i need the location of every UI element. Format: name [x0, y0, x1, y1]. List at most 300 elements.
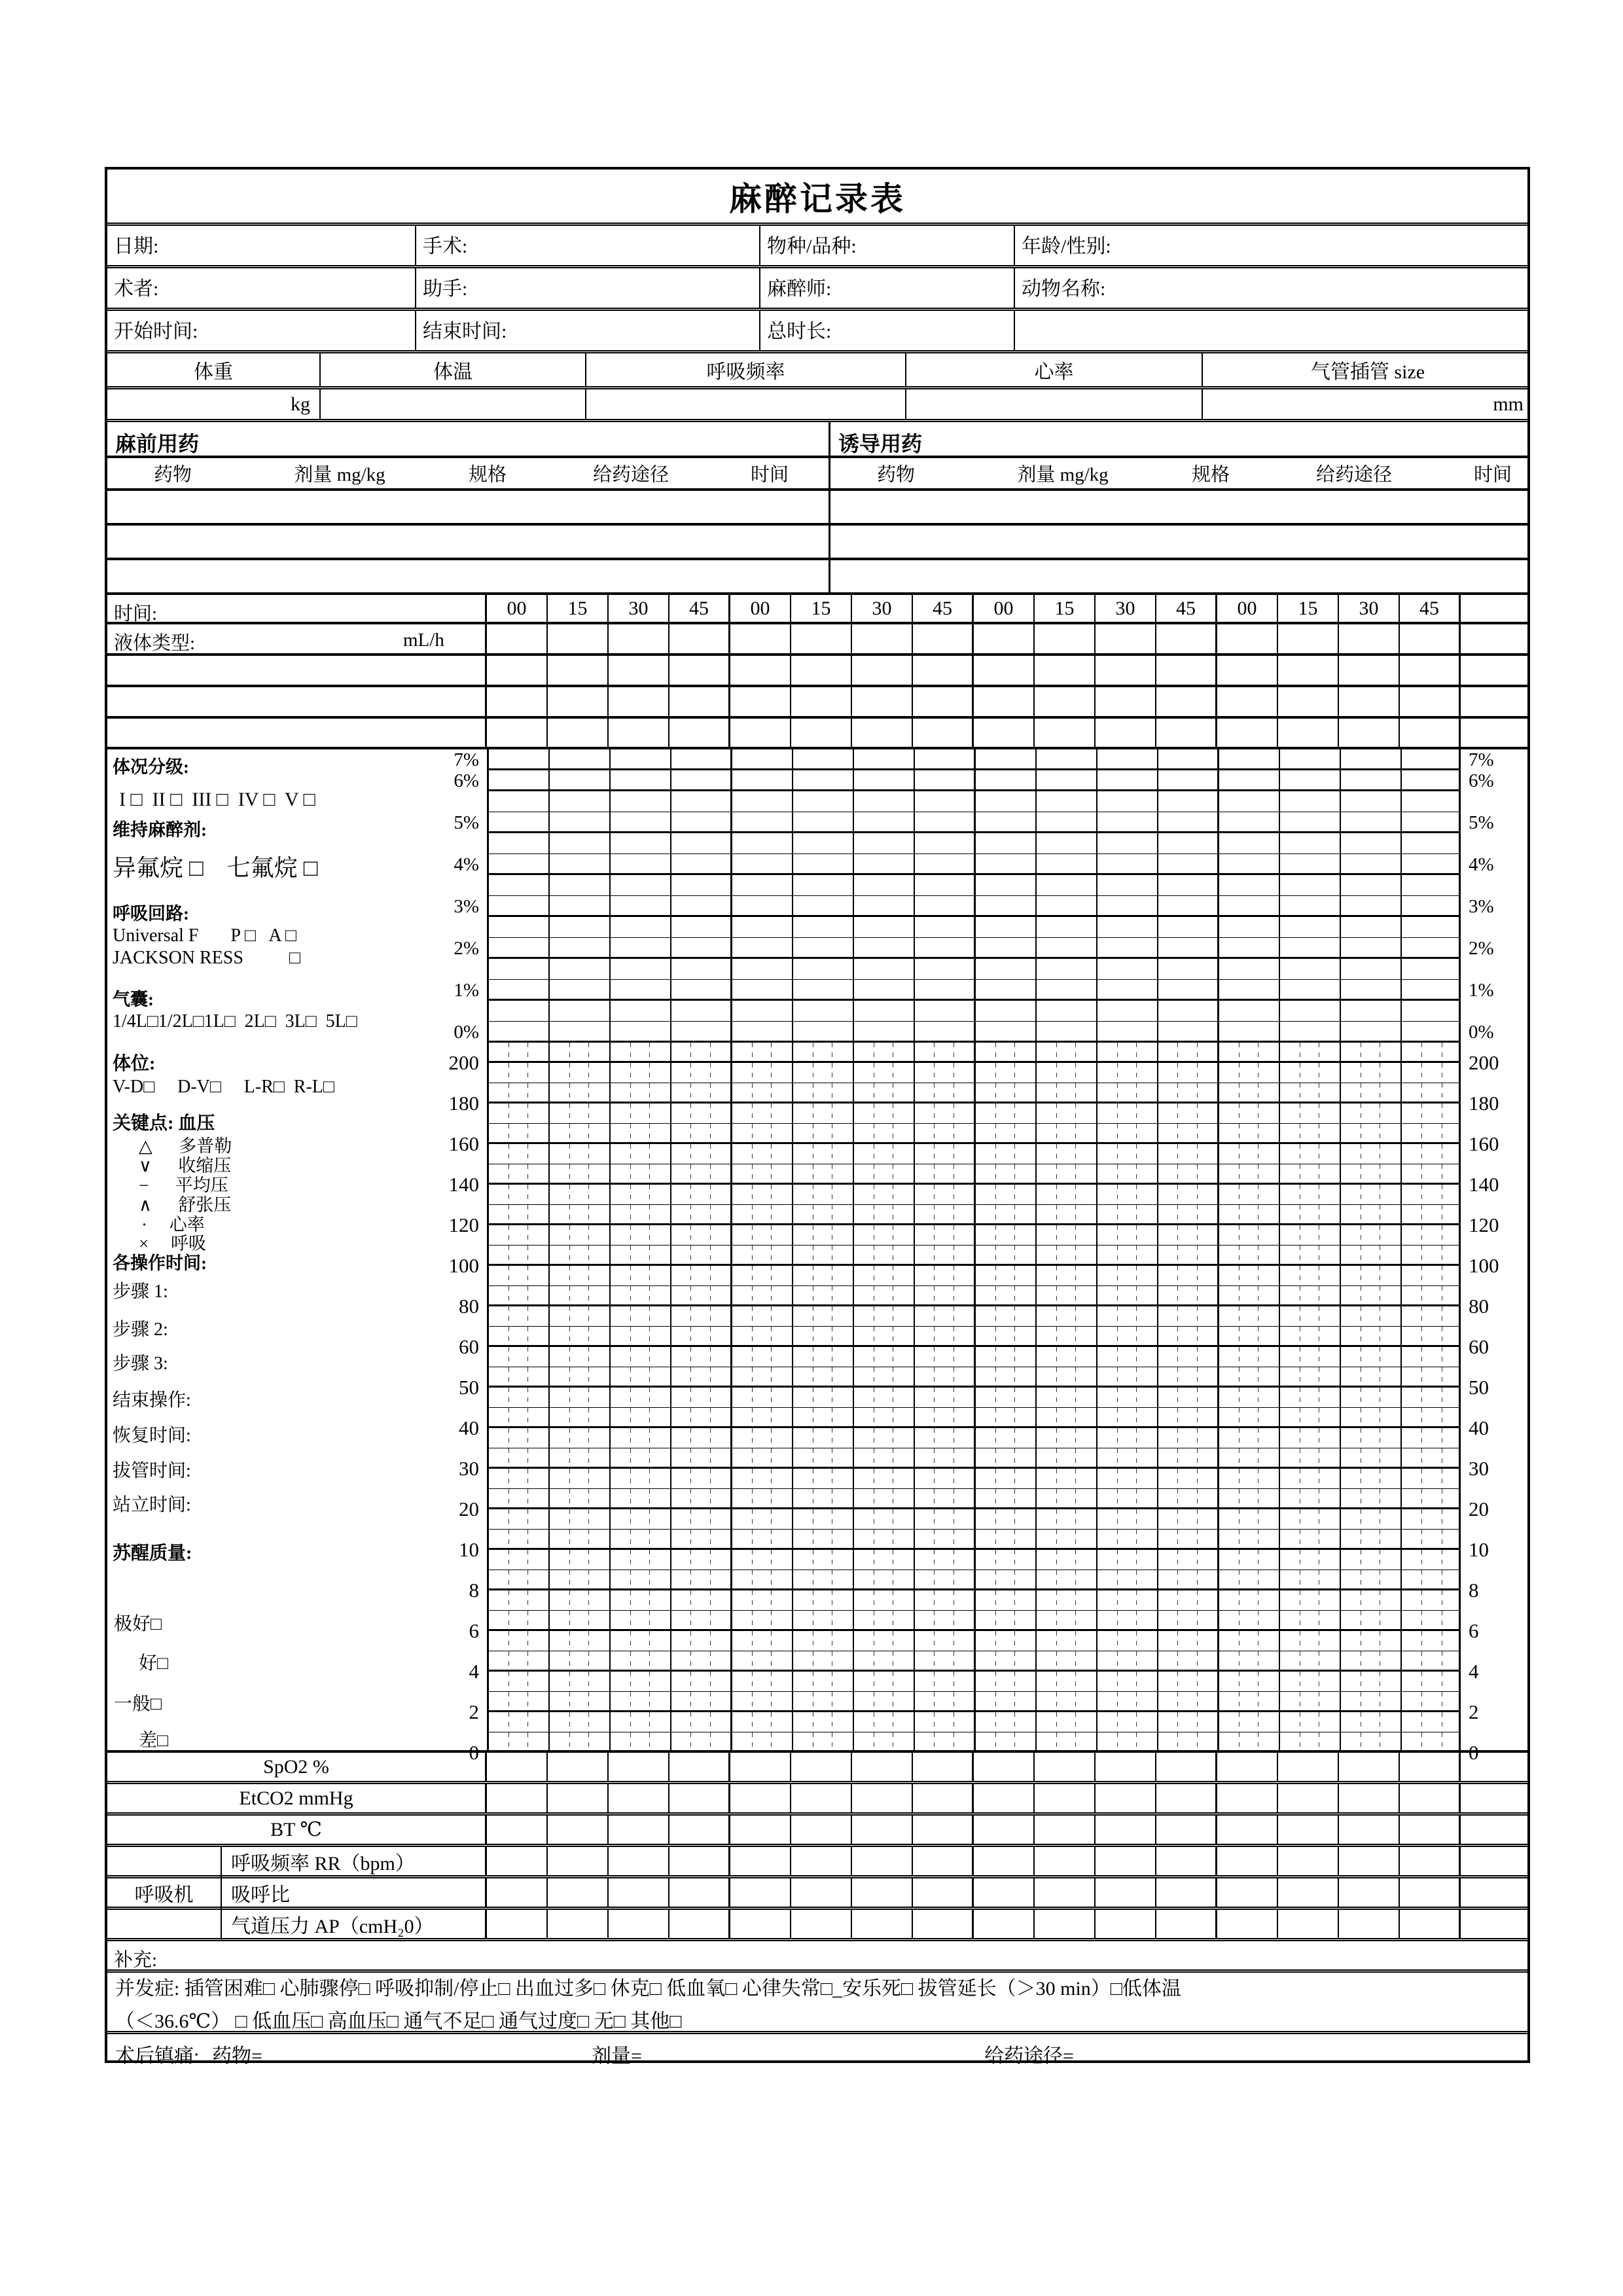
vitals-grid-cell[interactable] [1402, 1246, 1463, 1264]
vitals-grid-cell[interactable] [1097, 1124, 1158, 1142]
infusion-cell[interactable] [548, 656, 609, 685]
vitals-grid-cell[interactable] [915, 1388, 976, 1407]
vitals-grid-cell[interactable] [732, 1388, 793, 1407]
spo2-cell[interactable] [1217, 1753, 1278, 1781]
vitals-grid-cell[interactable] [1280, 1590, 1341, 1610]
percent-grid-cell[interactable] [976, 959, 1037, 979]
percent-grid-cell[interactable] [793, 791, 854, 812]
vitals-grid-cell[interactable] [854, 1306, 915, 1326]
field-surgery[interactable]: 手术: [423, 236, 468, 257]
percent-grid-cell[interactable] [1402, 938, 1463, 957]
vitals-grid-cell[interactable] [550, 1367, 611, 1386]
vitals-grid-cell[interactable] [1219, 1469, 1280, 1488]
vitals-grid-cell[interactable] [793, 1266, 854, 1285]
vitals-grid-cell[interactable] [1219, 1590, 1280, 1610]
percent-grid-cell[interactable] [1219, 854, 1280, 873]
percent-grid-cell[interactable] [1158, 854, 1219, 873]
vitals-grid-cell[interactable] [1402, 1347, 1463, 1367]
percent-grid-cell[interactable] [611, 896, 671, 915]
etco2-cell[interactable] [1096, 1784, 1156, 1812]
vitals-grid-cell[interactable] [1280, 1185, 1341, 1204]
vitals-grid-cell[interactable] [1341, 1367, 1402, 1386]
sidebar-item[interactable]: Universal F P □ A □ [113, 925, 296, 946]
bt-cell[interactable] [1217, 1816, 1278, 1844]
vitals-grid-cell[interactable] [489, 1083, 550, 1102]
vitals-grid-cell[interactable] [854, 1550, 915, 1570]
analgesia-dose-field[interactable]: 剂量= [592, 2045, 642, 2067]
vitals-grid-cell[interactable] [1219, 1448, 1280, 1467]
vitals-grid-cell[interactable] [854, 1043, 915, 1061]
percent-grid-cell[interactable] [1097, 770, 1158, 789]
vitals-grid-cell[interactable] [793, 1124, 854, 1142]
vitals-grid-cell[interactable] [1280, 1388, 1341, 1407]
vitals-grid-cell[interactable] [915, 1590, 976, 1610]
percent-grid-cell[interactable] [1158, 791, 1219, 812]
vitals-grid-cell[interactable] [732, 1631, 793, 1651]
vitals-grid-cell[interactable] [732, 1144, 793, 1164]
percent-grid-cell[interactable] [793, 1022, 854, 1041]
vitals-grid-cell[interactable] [1037, 1570, 1097, 1588]
vitals-grid-cell[interactable] [976, 1286, 1037, 1304]
vitals-grid-cell[interactable] [1402, 1489, 1463, 1507]
vitals-grid-cell[interactable] [854, 1185, 915, 1204]
percent-grid-cell[interactable] [1037, 896, 1097, 915]
percent-grid-cell[interactable] [1402, 749, 1463, 768]
vitals-grid-cell[interactable] [1158, 1286, 1219, 1304]
infusion-cell[interactable] [1156, 687, 1217, 716]
vitals-grid-cell[interactable] [671, 1672, 732, 1691]
vitals-grid-cell[interactable] [1097, 1631, 1158, 1651]
vitals-grid-cell[interactable] [550, 1550, 611, 1570]
vitals-grid-cell[interactable] [1341, 1185, 1402, 1204]
vitals-grid-cell[interactable] [671, 1509, 732, 1529]
infusion-cell[interactable] [487, 656, 548, 685]
vitals-grid-cell[interactable] [1402, 1408, 1463, 1426]
infusion-cell[interactable] [913, 719, 974, 747]
percent-grid-cell[interactable] [489, 875, 550, 895]
infusion-cell[interactable] [1217, 687, 1278, 716]
vitals-grid-cell[interactable] [1341, 1550, 1402, 1570]
vitals-grid-cell[interactable] [1341, 1712, 1402, 1732]
vitals-grid-cell[interactable] [915, 1164, 976, 1183]
vitals-grid-cell[interactable] [854, 1672, 915, 1691]
percent-grid-cell[interactable] [1341, 833, 1402, 853]
bt-cell[interactable] [791, 1816, 852, 1844]
percent-grid-cell[interactable] [915, 1001, 976, 1021]
etco2-cell[interactable] [669, 1784, 730, 1812]
vitals-grid-cell[interactable] [550, 1408, 611, 1426]
ventilator-cell[interactable] [730, 1878, 791, 1907]
vitals-grid-cell[interactable] [793, 1043, 854, 1061]
vitals-grid-cell[interactable] [915, 1205, 976, 1223]
vitals-grid-cell[interactable] [1280, 1530, 1341, 1548]
vitals-grid-cell[interactable] [1219, 1164, 1280, 1183]
field-species[interactable]: 物种/品种: [767, 236, 857, 257]
vitals-grid-cell[interactable] [1219, 1144, 1280, 1164]
vitals-grid-cell[interactable] [671, 1590, 732, 1610]
percent-grid-cell[interactable] [854, 959, 915, 979]
percent-grid-cell[interactable] [671, 959, 732, 979]
vitals-grid-cell[interactable] [1402, 1712, 1463, 1732]
field-start-time[interactable]: 开始时间: [114, 321, 198, 342]
vitals-grid-cell[interactable] [550, 1043, 611, 1061]
percent-grid-cell[interactable] [1280, 959, 1341, 979]
percent-grid-cell[interactable] [732, 833, 793, 853]
bt-cell[interactable] [1400, 1816, 1461, 1844]
vitals-grid-cell[interactable] [976, 1408, 1037, 1426]
vitals-grid-cell[interactable] [1158, 1124, 1219, 1142]
vitals-grid-cell[interactable] [550, 1388, 611, 1407]
vitals-grid-cell[interactable] [1037, 1408, 1097, 1426]
etco2-cell[interactable] [1400, 1784, 1461, 1812]
vitals-grid-cell[interactable] [1097, 1408, 1158, 1426]
vitals-grid-cell[interactable] [550, 1672, 611, 1691]
bt-cell[interactable] [974, 1816, 1035, 1844]
vitals-grid-cell[interactable] [854, 1164, 915, 1183]
vitals-grid-cell[interactable] [611, 1448, 671, 1467]
vitals-grid-cell[interactable] [1280, 1205, 1341, 1223]
percent-grid-cell[interactable] [671, 1001, 732, 1021]
percent-grid-cell[interactable] [976, 833, 1037, 853]
vitals-grid-cell[interactable] [611, 1367, 671, 1386]
vitals-grid-cell[interactable] [611, 1164, 671, 1183]
vitals-grid-cell[interactable] [1158, 1225, 1219, 1245]
vitals-grid-cell[interactable] [611, 1611, 671, 1629]
vitals-grid-cell[interactable] [915, 1530, 976, 1548]
vitals-grid-cell[interactable] [854, 1692, 915, 1710]
infusion-cell[interactable] [487, 719, 548, 747]
vitals-grid-cell[interactable] [671, 1692, 732, 1710]
vitals-grid-cell[interactable] [732, 1672, 793, 1691]
time-cell[interactable]: 30 [609, 595, 669, 622]
vitals-grid-cell[interactable] [732, 1530, 793, 1548]
field-age-sex[interactable]: 年龄/性别: [1022, 236, 1111, 257]
vitals-grid-cell[interactable] [1280, 1469, 1341, 1488]
vitals-grid-cell[interactable] [1037, 1246, 1097, 1264]
vitals-grid-cell[interactable] [611, 1063, 671, 1083]
vitals-grid-cell[interactable] [1037, 1185, 1097, 1204]
percent-grid-cell[interactable] [1037, 875, 1097, 895]
percent-grid-cell[interactable] [732, 980, 793, 999]
fluid-cell[interactable] [487, 624, 548, 653]
infusion-cell[interactable] [730, 656, 791, 685]
vitals-grid-cell[interactable] [550, 1347, 611, 1367]
vitals-grid-cell[interactable] [550, 1631, 611, 1651]
percent-grid-cell[interactable] [1158, 1001, 1219, 1021]
vitals-grid-cell[interactable] [671, 1083, 732, 1102]
percent-grid-cell[interactable] [550, 896, 611, 915]
analgesia-route-field[interactable]: 给药途径= [984, 2045, 1074, 2067]
vitals-grid-cell[interactable] [976, 1651, 1037, 1670]
vitals-grid-cell[interactable] [732, 1063, 793, 1083]
vitals-grid-cell[interactable] [1158, 1205, 1219, 1223]
ventilator-cell[interactable] [852, 1847, 913, 1875]
vitals-grid-cell[interactable] [854, 1732, 915, 1753]
percent-grid-cell[interactable] [671, 875, 732, 895]
vitals-grid-cell[interactable] [793, 1489, 854, 1507]
vitals-grid-cell[interactable] [1037, 1327, 1097, 1345]
percent-grid-cell[interactable] [1402, 770, 1463, 789]
vitals-grid-cell[interactable] [489, 1692, 550, 1710]
ventilator-cell[interactable] [913, 1847, 974, 1875]
vitals-grid-cell[interactable] [976, 1367, 1037, 1386]
infusion-cell[interactable] [974, 719, 1035, 747]
vitals-grid-cell[interactable] [611, 1205, 671, 1223]
vitals-grid-cell[interactable] [1037, 1469, 1097, 1488]
percent-grid-cell[interactable] [1402, 791, 1463, 812]
vitals-grid-cell[interactable] [611, 1692, 671, 1710]
vitals-grid-cell[interactable] [1341, 1347, 1402, 1367]
percent-grid-cell[interactable] [1402, 917, 1463, 937]
vitals-grid-cell[interactable] [1341, 1083, 1402, 1102]
vitals-grid-cell[interactable] [1280, 1144, 1341, 1164]
vitals-grid-cell[interactable] [1280, 1063, 1341, 1083]
vitals-grid-cell[interactable] [1219, 1712, 1280, 1732]
ventilator-cell[interactable] [609, 1910, 669, 1938]
vitals-grid-cell[interactable] [489, 1103, 550, 1123]
vitals-grid-cell[interactable] [1280, 1408, 1341, 1426]
percent-grid-cell[interactable] [732, 770, 793, 789]
vitals-grid-cell[interactable] [854, 1651, 915, 1670]
infusion-cell[interactable] [1278, 687, 1339, 716]
vitals-grid-cell[interactable] [1097, 1225, 1158, 1245]
vitals-grid-cell[interactable] [611, 1286, 671, 1304]
bt-cell[interactable] [1278, 1816, 1339, 1844]
percent-grid-cell[interactable] [976, 812, 1037, 831]
vitals-grid-cell[interactable] [1341, 1570, 1402, 1588]
percent-grid-cell[interactable] [489, 812, 550, 831]
vitals-grid-cell[interactable] [732, 1448, 793, 1467]
spo2-cell[interactable] [852, 1753, 913, 1781]
vitals-grid-cell[interactable] [611, 1550, 671, 1570]
vitals-grid-cell[interactable] [976, 1611, 1037, 1629]
vitals-grid-cell[interactable] [1341, 1144, 1402, 1164]
fluid-cell[interactable] [1278, 624, 1339, 653]
vitals-grid-cell[interactable] [1158, 1590, 1219, 1610]
vitals-grid-cell[interactable] [1097, 1672, 1158, 1691]
ventilator-cell[interactable] [1217, 1910, 1278, 1938]
vitals-grid-cell[interactable] [976, 1185, 1037, 1204]
vitals-grid-cell[interactable] [1280, 1611, 1341, 1629]
vitals-grid-cell[interactable] [732, 1043, 793, 1061]
percent-grid-cell[interactable] [1037, 770, 1097, 789]
vitals-grid-cell[interactable] [1219, 1286, 1280, 1304]
vitals-grid-cell[interactable] [1402, 1550, 1463, 1570]
vitals-grid-cell[interactable] [489, 1388, 550, 1407]
percent-grid-cell[interactable] [1219, 749, 1280, 768]
vitals-grid-cell[interactable] [1402, 1063, 1463, 1083]
vitals-grid-cell[interactable] [1219, 1651, 1280, 1670]
vitals-grid-cell[interactable] [976, 1225, 1037, 1245]
percent-grid-cell[interactable] [732, 875, 793, 895]
vitals-grid-cell[interactable] [915, 1692, 976, 1710]
percent-grid-cell[interactable] [1219, 938, 1280, 957]
sidebar-item[interactable]: 1/4L□1/2L□1L□ 2L□ 3L□ 5L□ [113, 1011, 357, 1031]
ventilator-cell[interactable] [1217, 1847, 1278, 1875]
percent-grid-cell[interactable] [915, 917, 976, 937]
vitals-grid-cell[interactable] [1219, 1408, 1280, 1426]
vitals-grid-cell[interactable] [671, 1570, 732, 1588]
vitals-grid-cell[interactable] [550, 1590, 611, 1610]
percent-grid-cell[interactable] [1402, 1022, 1463, 1041]
vitals-grid-cell[interactable] [1341, 1489, 1402, 1507]
percent-grid-cell[interactable] [1037, 854, 1097, 873]
ventilator-cell[interactable] [1339, 1910, 1400, 1938]
percent-grid-cell[interactable] [854, 854, 915, 873]
vitals-grid-cell[interactable] [550, 1692, 611, 1710]
vitals-grid-cell[interactable] [611, 1530, 671, 1548]
vitals-grid-cell[interactable] [1219, 1347, 1280, 1367]
vitals-grid-cell[interactable] [915, 1043, 976, 1061]
time-cell[interactable]: 45 [669, 595, 730, 622]
time-cell[interactable]: 30 [1339, 595, 1400, 622]
vitals-grid-cell[interactable] [1158, 1266, 1219, 1285]
vitals-grid-cell[interactable] [1158, 1570, 1219, 1588]
ventilator-cell[interactable] [1035, 1847, 1096, 1875]
percent-grid-cell[interactable] [1280, 917, 1341, 937]
vitals-grid-cell[interactable] [793, 1327, 854, 1345]
percent-grid-cell[interactable] [1158, 749, 1219, 768]
vitals-grid-cell[interactable] [793, 1347, 854, 1367]
vitals-grid-cell[interactable] [1219, 1550, 1280, 1570]
vitals-grid-cell[interactable] [854, 1489, 915, 1507]
percent-grid-cell[interactable] [1341, 1001, 1402, 1021]
spo2-cell[interactable] [913, 1753, 974, 1781]
vitals-grid-cell[interactable] [915, 1246, 976, 1264]
percent-grid-cell[interactable] [1037, 749, 1097, 768]
vitals-grid-cell[interactable] [489, 1448, 550, 1467]
vitals-grid-cell[interactable] [550, 1306, 611, 1326]
percent-grid-cell[interactable] [1219, 896, 1280, 915]
vitals-grid-cell[interactable] [793, 1651, 854, 1670]
vitals-grid-cell[interactable] [1402, 1205, 1463, 1223]
percent-grid-cell[interactable] [611, 938, 671, 957]
ventilator-cell[interactable] [548, 1878, 609, 1907]
ventilator-cell[interactable] [487, 1910, 548, 1938]
vitals-grid-cell[interactable] [854, 1124, 915, 1142]
sidebar-item[interactable]: 一般□ [114, 1694, 162, 1714]
vitals-grid-cell[interactable] [732, 1428, 793, 1448]
vitals-grid-cell[interactable] [915, 1408, 976, 1426]
percent-grid-cell[interactable] [489, 896, 550, 915]
field-assistant[interactable]: 助手: [423, 278, 468, 300]
vitals-grid-cell[interactable] [793, 1631, 854, 1651]
vitals-grid-cell[interactable] [1037, 1225, 1097, 1245]
infusion-cell[interactable] [852, 656, 913, 685]
vitals-grid-cell[interactable] [1280, 1266, 1341, 1285]
percent-grid-cell[interactable] [915, 1022, 976, 1041]
infusion-cell[interactable] [1461, 719, 1533, 747]
vitals-grid-cell[interactable] [1341, 1631, 1402, 1651]
vitals-grid-cell[interactable] [1402, 1651, 1463, 1670]
percent-grid-cell[interactable] [1219, 812, 1280, 831]
etco2-cell[interactable] [487, 1784, 548, 1812]
vitals-grid-cell[interactable] [489, 1712, 550, 1732]
vitals-grid-cell[interactable] [976, 1246, 1037, 1264]
vitals-grid-cell[interactable] [793, 1083, 854, 1102]
percent-grid-cell[interactable] [915, 854, 976, 873]
vitals-grid-cell[interactable] [1158, 1712, 1219, 1732]
vitals-grid-cell[interactable] [611, 1388, 671, 1407]
percent-grid-cell[interactable] [1219, 833, 1280, 853]
infusion-cell[interactable] [669, 656, 730, 685]
infusion-cell[interactable] [669, 719, 730, 747]
vitals-grid-cell[interactable] [793, 1164, 854, 1183]
percent-grid-cell[interactable] [611, 1001, 671, 1021]
vitals-grid-cell[interactable] [732, 1692, 793, 1710]
fluid-cell[interactable] [669, 624, 730, 653]
vitals-grid-cell[interactable] [854, 1367, 915, 1386]
vitals-grid-cell[interactable] [671, 1185, 732, 1204]
spo2-cell[interactable] [1461, 1753, 1533, 1781]
vitals-grid-cell[interactable] [976, 1063, 1037, 1083]
ventilator-cell[interactable] [974, 1847, 1035, 1875]
infusion-cell[interactable] [1217, 719, 1278, 747]
vitals-grid-cell[interactable] [1280, 1428, 1341, 1448]
vitals-grid-cell[interactable] [732, 1570, 793, 1588]
vitals-grid-cell[interactable] [793, 1185, 854, 1204]
vitals-grid-cell[interactable] [550, 1611, 611, 1629]
infusion-cell[interactable] [1156, 719, 1217, 747]
vitals-grid-cell[interactable] [489, 1286, 550, 1304]
percent-grid-cell[interactable] [1097, 980, 1158, 999]
vitals-grid-cell[interactable] [671, 1631, 732, 1651]
vitals-grid-cell[interactable] [671, 1043, 732, 1061]
vitals-grid-cell[interactable] [793, 1144, 854, 1164]
ventilator-cell[interactable] [1461, 1878, 1533, 1907]
ventilator-cell[interactable] [669, 1910, 730, 1938]
fluid-cell[interactable] [1035, 624, 1096, 653]
percent-grid-cell[interactable] [1097, 875, 1158, 895]
vitals-grid-cell[interactable] [489, 1043, 550, 1061]
percent-grid-cell[interactable] [1037, 812, 1097, 831]
fluid-cell[interactable] [730, 624, 791, 653]
vitals-grid-cell[interactable] [611, 1428, 671, 1448]
vitals-grid-cell[interactable] [1280, 1103, 1341, 1123]
ventilator-cell[interactable] [1217, 1878, 1278, 1907]
percent-grid-cell[interactable] [976, 1022, 1037, 1041]
vitals-grid-cell[interactable] [550, 1144, 611, 1164]
vitals-grid-cell[interactable] [915, 1306, 976, 1326]
infusion-cell[interactable] [669, 687, 730, 716]
vitals-grid-cell[interactable] [793, 1367, 854, 1386]
vitals-grid-cell[interactable] [732, 1103, 793, 1123]
vitals-grid-cell[interactable] [1097, 1205, 1158, 1223]
vitals-grid-cell[interactable] [976, 1164, 1037, 1183]
vitals-grid-cell[interactable] [854, 1448, 915, 1467]
vitals-grid-cell[interactable] [1341, 1448, 1402, 1467]
vitals-grid-cell[interactable] [1158, 1043, 1219, 1061]
vitals-grid-cell[interactable] [1341, 1266, 1402, 1285]
vitals-grid-cell[interactable] [671, 1448, 732, 1467]
percent-grid-cell[interactable] [1158, 917, 1219, 937]
vitals-grid-cell[interactable] [611, 1672, 671, 1691]
vitals-grid-cell[interactable] [732, 1712, 793, 1732]
percent-grid-cell[interactable] [489, 1022, 550, 1041]
vitals-grid-cell[interactable] [1341, 1408, 1402, 1426]
vitals-grid-cell[interactable] [1037, 1550, 1097, 1570]
vitals-grid-cell[interactable] [1402, 1530, 1463, 1548]
vitals-grid-cell[interactable] [1037, 1205, 1097, 1223]
vitals-grid-cell[interactable] [671, 1063, 732, 1083]
fluid-cell[interactable] [1096, 624, 1156, 653]
percent-grid-cell[interactable] [489, 938, 550, 957]
vitals-grid-cell[interactable] [732, 1347, 793, 1367]
fluid-cell[interactable] [974, 624, 1035, 653]
vitals-grid-cell[interactable] [1341, 1063, 1402, 1083]
vitals-grid-cell[interactable] [1158, 1327, 1219, 1345]
percent-grid-cell[interactable] [915, 896, 976, 915]
